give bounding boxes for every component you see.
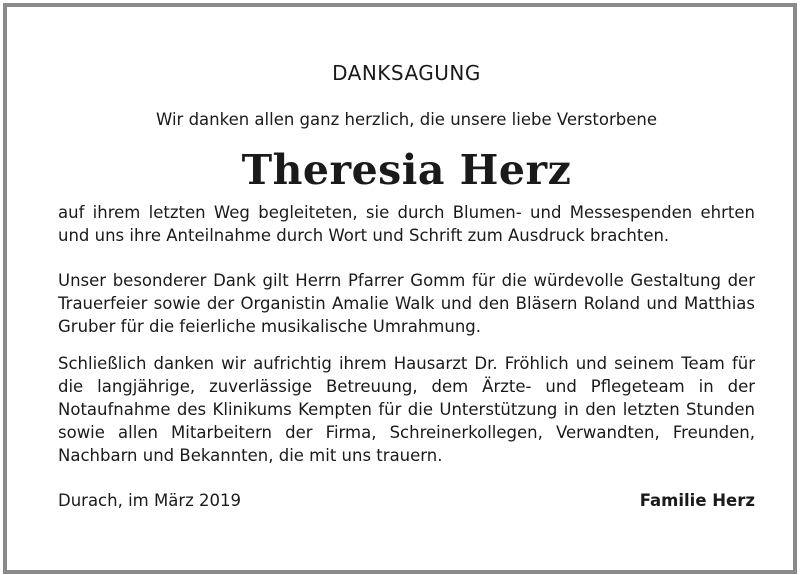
notice-frame: [3, 3, 797, 574]
notice-heading: DANKSAGUNG: [332, 61, 481, 85]
paragraph-1: auf ihrem letzten Weg begleiteten, sie durch Blumen- und Messespenden ehrten und uns ihre Anteilnahme durch Wort und Schrift zum Ausdruck brachten.: [58, 203, 755, 245]
intro-line: Wir danken allen ganz herzlich, die unsere liebe Verstorbene: [156, 110, 657, 129]
notice-footer: [58, 489, 755, 512]
place-date: Durach, im März 2019: [58, 491, 242, 510]
paragraph-2: Unser besonderer Dank gilt Herrn Pfarrer Gomm für die würdevolle Gestaltung der Trauerfeier sowie der Organistin Amalie Walk und den Bläsern Roland und Matthias Gruber für die feierliche musikalische Umrahmung.: [58, 271, 755, 336]
family-signature: Familie Herz: [639, 491, 755, 510]
notice-content: [58, 59, 755, 512]
paragraph-3: Schließlich danken wir aufrichtig ihrem Hausarzt Dr. Fröhlich und seinem Team für die langjährige, zuverlässige Betreuung, dem Ärzte- und Pflegeteam in der Notaufnahme des Klinikums Kempten für die Unterstützung in den letzten Stunden sowie allen Mitarbeitern der Firma, Schreinerkollegen, Verwandten, Freunden, Nachbarn und Bekannten, die mit uns trauern.: [58, 354, 755, 465]
deceased-name: Theresia Herz: [241, 146, 572, 194]
